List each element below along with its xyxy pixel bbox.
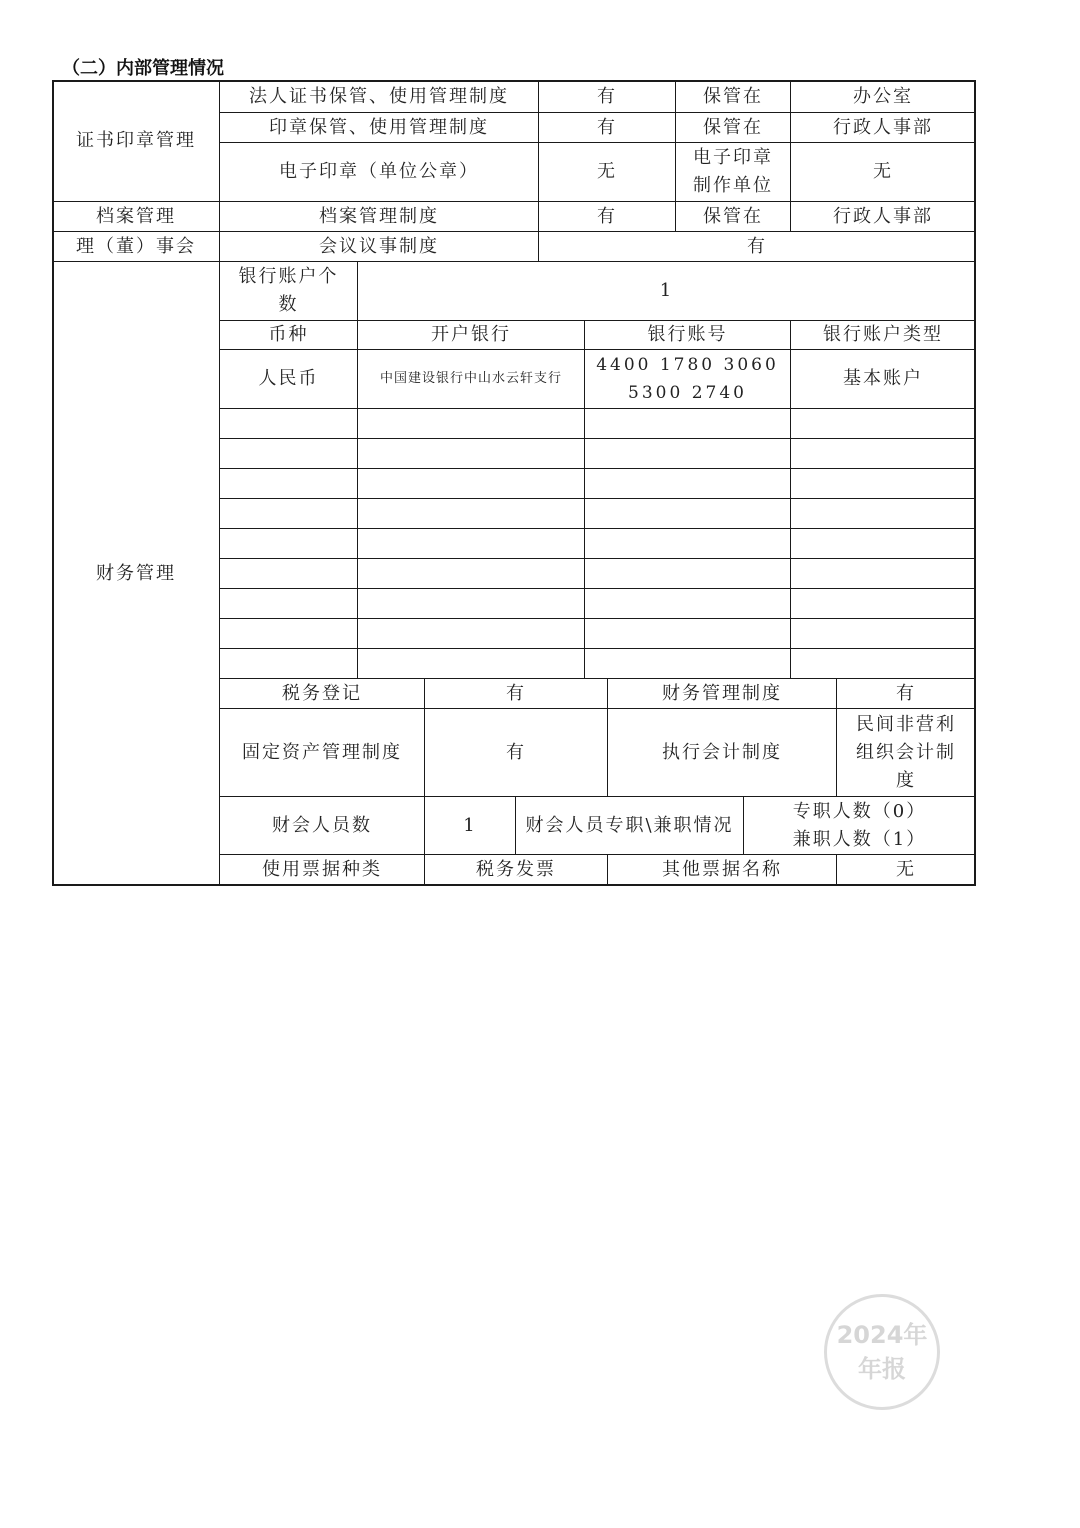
bank-account-number: 4400 1780 3060 5300 2740 (584, 349, 791, 409)
bank-header-type: 银行账户类型 (790, 320, 976, 350)
empty-bank-cell (584, 588, 791, 619)
annual-report-seal (824, 1294, 940, 1410)
empty-bank-cell (219, 408, 358, 439)
seal-row-2-label: 保管在 (675, 112, 791, 143)
empty-bank-cell (584, 648, 791, 679)
empty-bank-cell (584, 438, 791, 469)
empty-bank-cell (584, 528, 791, 559)
empty-bank-cell (790, 438, 976, 469)
seal-row-3-location: 无 (790, 142, 976, 202)
bank-header-currency: 币种 (219, 320, 358, 350)
empty-bank-cell (357, 528, 585, 559)
finance-system-label: 财务管理制度 (607, 678, 837, 709)
staff-parttime: 兼职人数（1） (792, 828, 927, 850)
seal-row-2-location: 行政人事部 (790, 112, 976, 143)
section-title: （二）内部管理情况 (62, 58, 224, 79)
empty-bank-cell (219, 468, 358, 499)
empty-bank-cell (219, 498, 358, 529)
empty-bank-cell (584, 558, 791, 589)
receipt-type-label: 使用票据种类 (219, 854, 425, 886)
bank-account-bank: 中国建设银行中山水云轩支行 (357, 349, 585, 409)
archive-value: 有 (538, 201, 676, 232)
empty-bank-cell (790, 558, 976, 589)
seal-row-2-value: 有 (538, 112, 676, 143)
other-receipt-value: 无 (836, 854, 976, 886)
staff-type-value (743, 796, 976, 855)
archive-location: 行政人事部 (790, 201, 976, 232)
tax-registration-label: 税务登记 (219, 678, 425, 709)
empty-bank-cell (219, 588, 358, 619)
seal-row-1-value: 有 (538, 80, 676, 113)
archive-label: 保管在 (675, 201, 791, 232)
empty-bank-cell (357, 558, 585, 589)
board-value: 有 (538, 231, 976, 262)
empty-bank-cell (357, 498, 585, 529)
empty-bank-cell (790, 498, 976, 529)
empty-bank-cell (219, 528, 358, 559)
seal-row-1-location: 办公室 (790, 80, 976, 113)
staff-count-label: 财会人员数 (219, 796, 425, 855)
empty-bank-cell (219, 438, 358, 469)
category-finance: 财务管理 (52, 261, 220, 886)
empty-bank-cell (790, 468, 976, 499)
empty-bank-cell (790, 408, 976, 439)
fixed-asset-label: 固定资产管理制度 (219, 708, 425, 797)
empty-bank-cell (584, 618, 791, 649)
category-seal-management: 证书印章管理 (52, 80, 220, 202)
staff-type-label: 财会人员专职\兼职情况 (515, 796, 744, 855)
seal-line-2: 年报 (858, 1355, 906, 1383)
seal-row-2-item: 印章保管、使用管理制度 (219, 112, 539, 143)
empty-bank-cell (357, 648, 585, 679)
finance-system-value: 有 (836, 678, 976, 709)
category-archive-management: 档案管理 (52, 201, 220, 232)
empty-bank-cell (357, 408, 585, 439)
category-board: 理（董）事会 (52, 231, 220, 262)
bank-count-label: 银行账户个数 (219, 261, 358, 321)
empty-bank-cell (790, 648, 976, 679)
empty-bank-cell (357, 588, 585, 619)
seal-row-1-label: 保管在 (675, 80, 791, 113)
empty-bank-cell (357, 618, 585, 649)
empty-bank-cell (790, 588, 976, 619)
receipt-type-value: 税务发票 (424, 854, 608, 886)
tax-registration-value: 有 (424, 678, 608, 709)
fixed-asset-value: 有 (424, 708, 608, 797)
empty-bank-cell (584, 498, 791, 529)
bank-header-account: 银行账号 (584, 320, 791, 350)
empty-bank-cell (584, 468, 791, 499)
seal-row-3-label: 电子印章制作单位 (675, 142, 791, 202)
empty-bank-cell (357, 468, 585, 499)
accounting-system-value: 民间非营利组织会计制度 (836, 708, 976, 797)
empty-bank-cell (790, 618, 976, 649)
accounting-system-label: 执行会计制度 (607, 708, 837, 797)
archive-item: 档案管理制度 (219, 201, 539, 232)
bank-account-type: 基本账户 (790, 349, 976, 409)
board-item: 会议议事制度 (219, 231, 539, 262)
staff-count-value: 1 (424, 796, 516, 855)
empty-bank-cell (219, 618, 358, 649)
seal-row-3-item: 电子印章（单位公章） (219, 142, 539, 202)
empty-bank-cell (790, 528, 976, 559)
staff-fulltime: 专职人数（0） (792, 800, 927, 822)
empty-bank-cell (219, 558, 358, 589)
empty-bank-cell (357, 438, 585, 469)
seal-line-1: 2024年 (836, 1321, 928, 1349)
seal-row-1-item: 法人证书保管、使用管理制度 (219, 80, 539, 113)
bank-account-currency: 人民币 (219, 349, 358, 409)
bank-header-bank: 开户银行 (357, 320, 585, 350)
seal-row-3-value: 无 (538, 142, 676, 202)
other-receipt-label: 其他票据名称 (607, 854, 837, 886)
empty-bank-cell (584, 408, 791, 439)
bank-count-value: 1 (357, 261, 976, 321)
empty-bank-cell (219, 648, 358, 679)
